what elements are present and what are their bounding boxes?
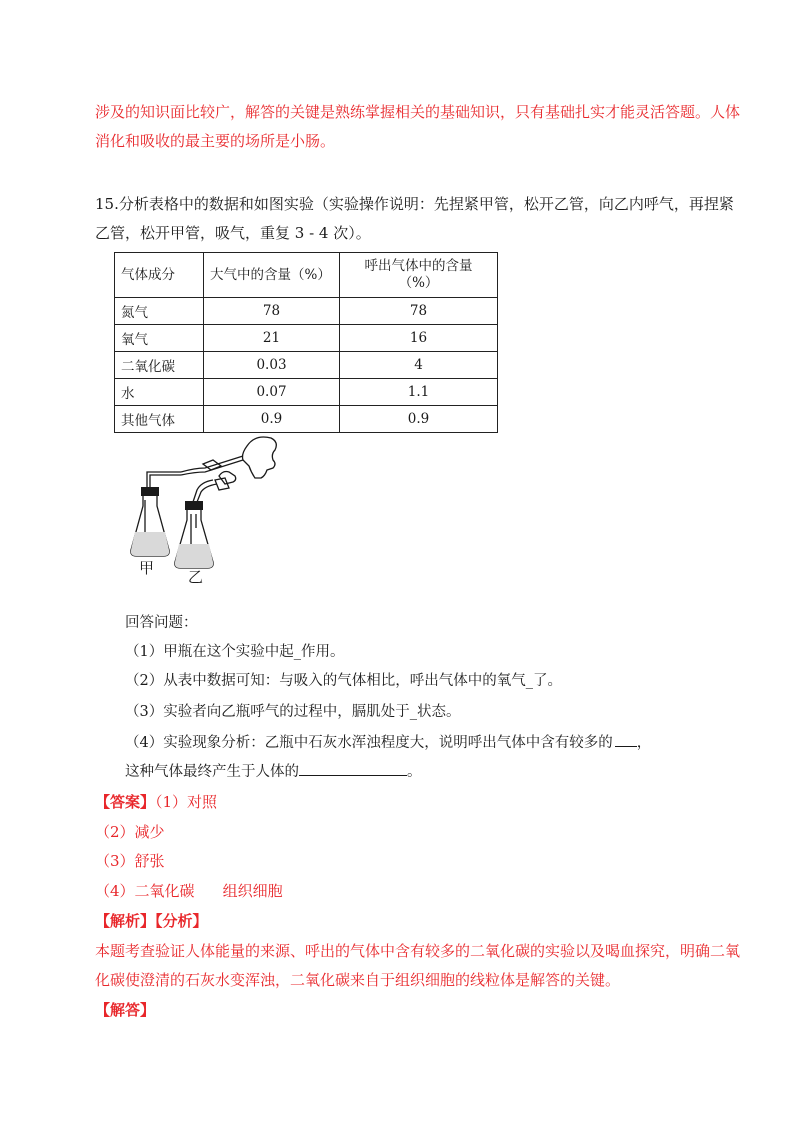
answer-4-prefix: （4）: [95, 882, 135, 900]
table-cell: 二氧化碳: [115, 352, 204, 379]
breathing-experiment-figure: [125, 432, 305, 584]
answer-line-1: [95, 791, 217, 812]
subquestion-1: （1）甲瓶在这个实验中起_作用。: [125, 644, 345, 660]
subquestion-4a-text: （4）实验现象分析：乙瓶中石灰水浑浊程度大，说明呼出气体中含有较多的: [125, 735, 613, 751]
subquestion-2: （2）从表中数据可知：与吸入的气体相比，呼出气体中的氧气_了。: [125, 673, 562, 689]
table-cell: 氮气: [115, 298, 204, 325]
subquestion-3: （3）实验者向乙瓶呼气的过程中，膈肌处于_状态。: [125, 704, 461, 720]
flask-a-label: 甲: [139, 559, 155, 577]
answer-2: （2）减少: [95, 823, 165, 841]
answer-4-part2: 组织细胞: [222, 882, 283, 900]
stopper-a: [141, 487, 159, 496]
table-header-exhaled-line1: 呼出气体中的含量: [364, 258, 473, 274]
answer-1: （1）对照: [155, 793, 218, 811]
answer-4: [95, 880, 283, 901]
flask-b-label: 乙: [188, 568, 204, 584]
clamp-a: [203, 460, 221, 470]
question-line-2: 乙管，松开甲管，吸气，重复 3 - 4 次）。: [95, 224, 371, 242]
table-header-exhaled-line2: （%）: [398, 275, 439, 291]
person-face: [243, 437, 277, 478]
table-row: [115, 298, 498, 325]
table-cell: 1.1: [340, 379, 498, 406]
prompt-text: 回答问题：: [125, 615, 198, 631]
tube-b-top: [193, 480, 217, 502]
analysis-line-1: 本题考查验证人体能量的来源、呼出的气体中含有较多的二氧化碳的实验以及喝血探究，明确二氧: [95, 942, 741, 960]
answer-blank: [615, 734, 637, 747]
limewater-a: [131, 532, 169, 556]
table-cell: 78: [340, 298, 498, 325]
table-cell: 0.9: [340, 406, 498, 433]
table-cell: 氧气: [115, 325, 204, 352]
intro-line-1: 涉及的知识面比较广，解答的关键是熟练掌握相关的基础知识，只有基础扎实才能灵活答题。人体: [95, 103, 741, 121]
table-cell: 0.03: [204, 352, 340, 379]
table-cell: 水: [115, 379, 204, 406]
table-cell: 4: [340, 352, 498, 379]
intro-line-2: 消化和吸收的最主要的场所是小肠。: [95, 132, 336, 150]
table-header-gas: 气体成分: [115, 253, 204, 298]
stopper-b: [185, 501, 203, 510]
table-header-air: 大气中的含量（%）: [204, 253, 340, 298]
answer-3: （3）舒张: [95, 852, 165, 870]
table-header-exhaled: [340, 253, 498, 298]
table-row: [115, 406, 498, 433]
solution-tag: 【解答】: [95, 1001, 156, 1019]
subquestion-4a: [125, 731, 651, 752]
gas-composition-table: [114, 252, 498, 433]
subquestion-4b: [125, 760, 422, 781]
answer-blank: [299, 763, 407, 776]
table-row: [115, 325, 498, 352]
table-row: [115, 379, 498, 406]
table-cell: 21: [204, 325, 340, 352]
limewater-b: [175, 544, 213, 568]
answer-4-part1: 二氧化碳: [134, 882, 195, 900]
analysis-line-2: 化碳使澄清的石灰水变浑浊，二氧化碳来自于组织细胞的线粒体是解答的关键。: [95, 971, 621, 989]
tube-link: [181, 456, 243, 475]
table-cell: 0.07: [204, 379, 340, 406]
subquestion-4b-end: 。: [407, 764, 422, 780]
tube-a: [147, 472, 181, 489]
table-cell: 78: [204, 298, 340, 325]
subquestion-4b-text: 这种气体最终产生于人体的: [125, 764, 299, 780]
table-cell: 其他气体: [115, 406, 204, 433]
subquestion-4a-end: ，: [636, 735, 652, 751]
question-line-1: 15.分析表格中的数据和如图实验（实验操作说明：先捏紧甲管，松开乙管，向乙内呼气，再捏紧: [95, 195, 734, 213]
answer-tag: 【答案】: [95, 793, 156, 811]
table-header-row: [115, 253, 498, 298]
table-row: [115, 352, 498, 379]
table-cell: 16: [340, 325, 498, 352]
table-cell: 0.9: [204, 406, 340, 433]
analysis-tag: 【解析】【分析】: [95, 912, 208, 930]
